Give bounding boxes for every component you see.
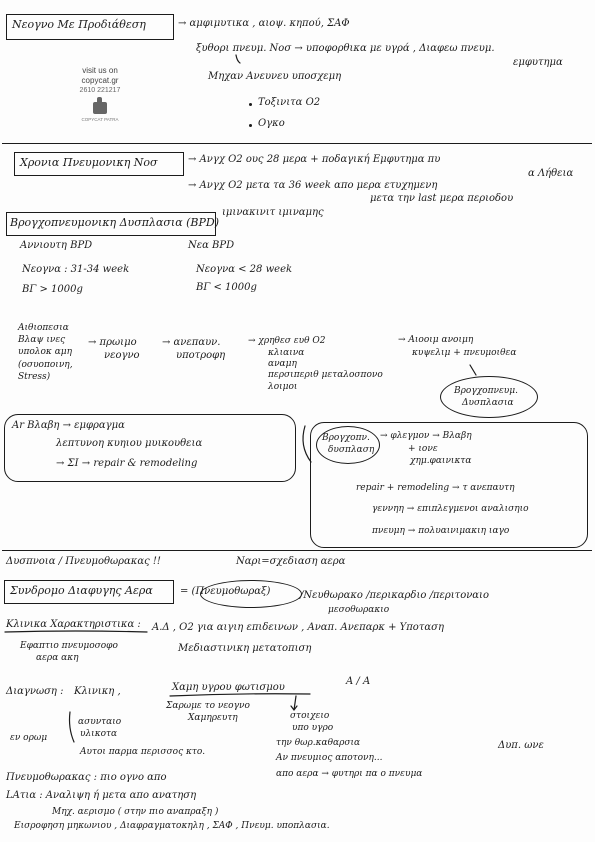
s1-row4: Μηχαν Ανευνευ υποσχεμη (208, 71, 342, 82)
s3-path-1: Αr Βλαβη → εμφραγμα (12, 420, 125, 431)
s4-diag-11: εν ορωμ (10, 733, 48, 743)
s3-cause-e1: → Αιοοιμ ανοιμη (398, 335, 474, 345)
s4-diag-7: υπο υγρο (292, 723, 334, 733)
s4-title: Συνδρομο Διαφυγης Αερα (10, 584, 153, 597)
s4-diag-9: υλικοτα (80, 729, 118, 739)
s4-klin-sub3: Μεδιαστινικη μετατοπιση (178, 643, 312, 654)
divider (2, 143, 592, 144)
s3-q1b: + ιονε (408, 444, 438, 454)
s2-row3: μετα την last μερα περιοδου (370, 193, 514, 204)
s4-p1: Πνευμοθωρακας : πιο ογνο απο (6, 772, 167, 783)
s4-row1a: Δυσπνοια / Πνευμοθωρακας !! (6, 556, 161, 567)
s3-q2: repair + remodeling → τ ανεπαυτη (356, 483, 515, 493)
s4-diag-6: στοιχειο (290, 711, 330, 721)
s3-col2-l2: ΒΓ < 1000g (196, 282, 257, 293)
s3-path-3: → ΣΙ → repair & remodeling (56, 458, 198, 469)
s4-diag-8: ασυνταιο (78, 717, 122, 727)
s3-cause-b1: → πρωιμο (88, 337, 137, 348)
s4-diag-10: Αυτοι παρμα περισσος κτο. (80, 747, 206, 757)
s3-q4: πνευμη → πολυαινιμακιη ιαγο (372, 526, 510, 536)
s4-row1b: Ναρι=σχεδιαση αερα (236, 556, 346, 567)
s3-cause-d5: λοιμοι (268, 382, 298, 392)
s1-row2: ξυθορι πνευμ. Νοσ → υποφορθικα με υγρά , Διαφεω πνευμ. (196, 43, 495, 54)
s1-row1: → αμφιμυτικα , αιοψ. κηπού, ΣΑΦ (178, 18, 350, 29)
stroke-underline-klin (5, 631, 147, 632)
bullet (249, 103, 252, 106)
s4-diag-4: Σαρωμε το νεογνο (166, 701, 250, 711)
s3-cause-a4: (οσυοποινη, (18, 360, 73, 370)
s3-cause-a2: Βλαψ ινες (18, 335, 66, 345)
s2-title: Χρονια Πνευμονικη Νοσ (20, 156, 158, 169)
s4-diag-2: Χαμη υγρου φωτισμου (172, 682, 285, 693)
s4-diag-title: Διαγνωση : (6, 686, 64, 697)
s3-cause-a1: Αιθιοπεσια (18, 323, 69, 333)
s4-eq: = (Πνευμοθωραξ) (180, 586, 271, 597)
s3-cause-d2: κλιαινα (268, 348, 305, 358)
stamp-line1: visit us on (82, 66, 118, 75)
s3-col2-l1: Νεογνα < 28 week (196, 264, 293, 275)
s4-diag-3: Α / Α (346, 676, 371, 687)
s3-cause-a3: υπολοκ αμη (18, 347, 73, 357)
stamp-line2: copycat.gr (81, 76, 119, 85)
s4-p2: LΑτια : Αναλιψη ή μετα απο ανατηση (6, 790, 197, 801)
s4-eq-small: μεσοθωρακιο (328, 605, 390, 615)
s3-bpd-oval1: Βρογχοπνευμ. (454, 386, 518, 396)
s4-klin-sub1: Εφαπτιο πνευμοσοφο (20, 641, 118, 651)
s2-row4: ιμινακινιτ ιμιναμης (222, 207, 324, 218)
s2-row1: → Ανγχ Ο2 ους 28 μερα + ποδαγική Εμφυτημα πυ (188, 154, 441, 165)
s4-p3: Μηχ. αερισμο ( στην πιο αναπραξη ) (52, 807, 219, 817)
s3-q1c: χημ.φαινικτα (410, 456, 472, 466)
s4-eq-rest: /Νευθωρακο /περικαρδιο /περιτοναιο (300, 590, 489, 601)
s3-q-oval1: Βρογχοπν. (322, 433, 370, 443)
stroke-down-arrow (291, 696, 297, 710)
s3-cause-d4: περσιπεριθ μεταλοσπονο (268, 370, 383, 380)
s2-row1b: α Λήθεια (528, 168, 574, 179)
s1-bullet1: Τοξινιτα Ο2 (258, 97, 321, 108)
s1-title: Νεογνο Με Προδιάθεση (12, 18, 146, 31)
s4-p4: Εισροφηση μηκωνιου , Διαφραγματοκηλη , ΣΑΦ , Πνευμ. υποπλασια. (14, 821, 330, 831)
stroke-brace (70, 712, 75, 742)
stroke-underline (170, 694, 310, 696)
s4-klin-title: Κλινικα Χαρακτηριστικα : (6, 619, 141, 630)
s3-q-oval2: δυσπλαση (328, 445, 375, 455)
stamp-line3: 2610 221217 (79, 87, 121, 94)
s4-diag-15: Δυπ. ωνε (498, 740, 544, 751)
s3-q1: → φλεγμον → Βλαβη (380, 431, 472, 441)
stroke-curl (236, 55, 240, 63)
s2-row2: → Ανγχ Ο2 μετα τα 36 week απο μερα ετυχημενη (188, 180, 438, 191)
s3-cause-b2: νεογνο (104, 350, 140, 361)
s3-title: Βρογχοπνευμονικη Δυσπλασια (BPD) (10, 216, 220, 229)
s4-klin-sub2: αερα ακη (36, 653, 79, 663)
s1-bullet2: Ογκο (258, 118, 285, 129)
s3-cause-c1: → ανεπαυν. (162, 337, 221, 348)
s3-cause-d1: → χρηθεσ ευθ Ο2 (248, 336, 326, 346)
s3-bpd-oval2: Δυσπλασια (462, 398, 514, 408)
s4-diag-13: Αν πνευμιος αποτονη... (276, 753, 383, 763)
bullet (249, 124, 252, 127)
s3-q3: γεννηη → επιπλεγμενοι αναλισηιο (372, 504, 529, 514)
s3-path-2: λεπτυνοη κυηιου μυικουθεια (56, 438, 203, 449)
s4-diag-12: την θωρ.καθαρσια (276, 738, 361, 748)
s4-klin-rest: Α.Δ , Ο2 για αιγιη επιδεινων , Αναπ. Ανεπαρκ + Υποταση (152, 622, 444, 633)
s4-diag-5: Χαμηρευτη (188, 713, 238, 723)
thumbs-up-icon (90, 97, 110, 115)
s4-diag-14: απο αερα → φυτηρι πα ο πνευμα (276, 769, 423, 779)
divider (2, 550, 592, 551)
s1-row3: εμφυτημα (513, 57, 563, 68)
s3-cause-a5: Stress) (18, 372, 51, 382)
stamp-logo-text: COPYCAT PATRA (81, 117, 119, 122)
s3-cause-d3: αναμη (268, 359, 297, 369)
s3-cause-e2: κυψελιμ + πνευμοιθεα (412, 348, 517, 358)
stroke-arrow (470, 365, 476, 375)
s3-cause-c2: υποτροφη (176, 350, 226, 361)
copycat-stamp (62, 66, 138, 123)
s3-col1-l1: Νεογνα : 31-34 week (22, 264, 130, 275)
s3-col1-head: Αννιουτη BPD (20, 240, 93, 251)
s3-col2-head: Νεα BPD (188, 240, 235, 251)
s3-col1-l2: ΒΓ > 1000g (22, 284, 83, 295)
s4-diag-1: Κλινικη , (74, 686, 121, 697)
